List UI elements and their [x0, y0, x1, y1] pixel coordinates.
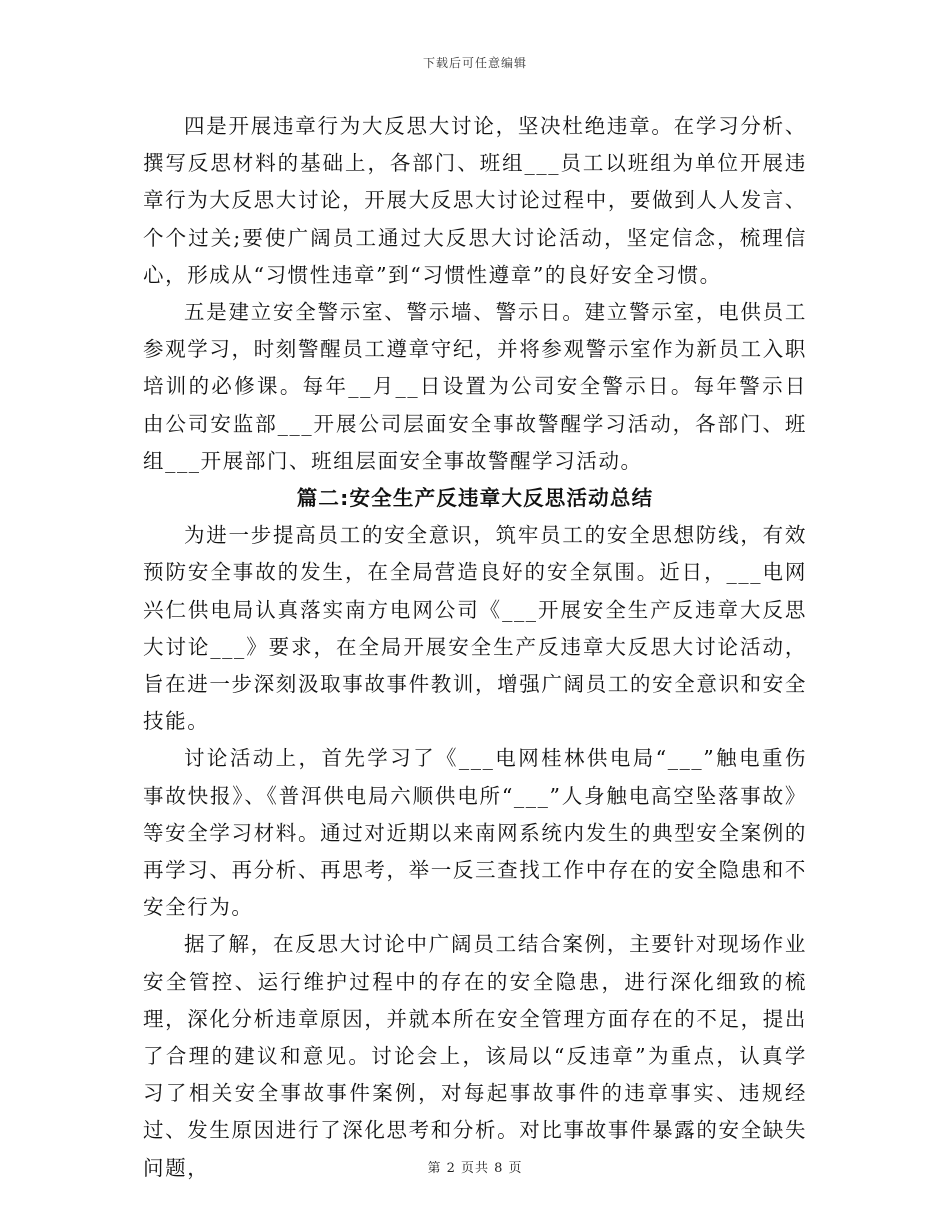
page-header: 下载后可任意编辑 [422, 56, 527, 70]
document-body [143, 108, 807, 1187]
paragraph-intro: 为进一步提高员工的安全意识，筑牢员工的安全思想防线，有效预防安全事故的发生，在全局营造良好的安全氛围。近日，___电网兴仁供电局认真落实南方电网公司《___开展安全生产反违章大反思大讨论___》要求，在全局开展安全生产反违章大反思大讨论活动，旨在进一步深刻汲取事故事件教训，增强广阔员工的安全意识和安全技能。 [143, 523, 807, 734]
page-footer: 第 2 页共 8 页 [427, 1161, 523, 1176]
paragraph-study-materials: 讨论活动上，首先学习了《___电网桂林供电局“___”触电重伤事故快报》、《普洱供电局六顺供电所“___”人身触电高空坠落事故》等安全学习材料。通过对近期以来南网系统内发生的典型安全案例的再学习、再分析、再思考，举一反三查找工作中存在的安全隐患和不安全行为。 [143, 746, 807, 920]
section-title: 篇二:安全生产反违章大反思活动总结 [296, 486, 654, 511]
paragraph-4th-measure: 四是开展违章行为大反思大讨论，坚决杜绝违章。在学习分析、撰写反思材料的基础上，各部门、班组___员工以班组为单位开展违章行为大反思大讨论，开展大反思大讨论过程中，要做到人人发言、个个过关;要使广阔员工通过大反思大讨论活动，坚定信念，梳理信心，形成从“习惯性违章”到“习惯性遵章”的良好安全习惯。 [143, 114, 807, 287]
paragraph-5th-measure: 五是建立安全警示室、警示墙、警示日。建立警示室，电供员工参观学习，时刻警醒员工遵章守纪，并将参观警示室作为新员工入职培训的必修课。每年__月__日设置为公司安全警示日。每年警示日由公司安监部___开展公司层面安全事故警醒学习活动，各部门、班组___开展部门、班组层面安全事故警醒学习活动。 [143, 300, 807, 473]
paragraph-discussion: 据了解，在反思大讨论中广阔员工结合案例，主要针对现场作业安全管控、运行维护过程中的存在的安全隐患，进行深化细致的梳理，深化分析违章原因，并就本所在安全管理方面存在的不足，提出了合理的建议和意见。讨论会上，该局以“反违章”为重点，认真学习了相关安全事故事件案例，对每起事故事件的违章事实、违规经过、发生原因进行了深化思考和分析。对比事故事件暴露的安全缺失问题， [143, 932, 807, 1180]
